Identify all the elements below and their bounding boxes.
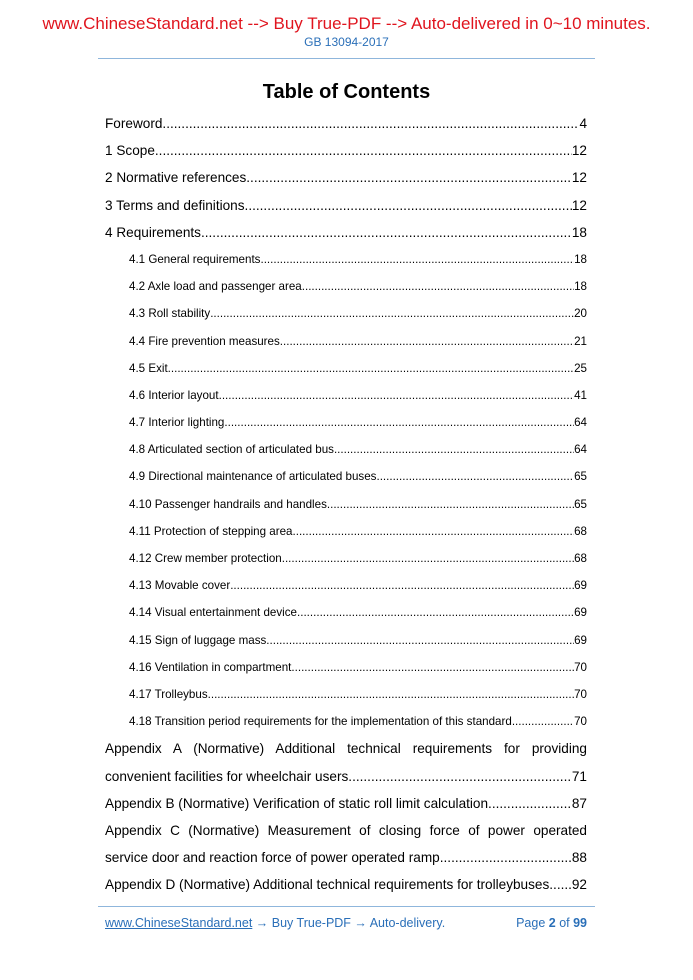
toc-entry-title: 4.8 Articulated section of articulated bus bbox=[129, 443, 334, 457]
toc-entry-title: 1 Scope bbox=[105, 143, 155, 159]
toc-entry-page: 70 bbox=[574, 687, 587, 701]
dot-leader bbox=[219, 382, 575, 409]
toc-entry-title: 4.3 Roll stability bbox=[129, 307, 211, 321]
toc-entry[interactable] bbox=[105, 681, 587, 708]
toc-entry-title: 4.5 Exit bbox=[129, 361, 168, 375]
toc-entry-page: 64 bbox=[574, 443, 587, 457]
dot-leader bbox=[245, 192, 572, 219]
toc-entry[interactable] bbox=[105, 572, 587, 599]
toc-entry[interactable] bbox=[105, 219, 587, 246]
toc-entry-page: 70 bbox=[574, 715, 587, 729]
table-of-contents bbox=[105, 110, 587, 898]
toc-entry-page: 4 bbox=[579, 116, 587, 131]
dot-leader bbox=[246, 164, 572, 191]
toc-entry-title: 4.14 Visual entertainment device bbox=[129, 606, 298, 620]
dot-leader bbox=[230, 572, 574, 599]
toc-entry-title: 4.4 Fire prevention measures bbox=[129, 334, 280, 348]
dot-leader bbox=[291, 654, 574, 681]
dot-leader bbox=[201, 219, 572, 246]
dot-leader bbox=[302, 273, 574, 300]
toc-entry[interactable] bbox=[105, 355, 587, 382]
toc-entry-title: 4.18 Transition period requirements for the implementation of this standard bbox=[129, 715, 512, 729]
toc-entry-page: 18 bbox=[574, 252, 587, 266]
dot-leader bbox=[162, 110, 579, 137]
toc-entry[interactable] bbox=[105, 273, 587, 300]
toc-entry[interactable] bbox=[105, 518, 587, 545]
toc-entry[interactable] bbox=[105, 763, 587, 790]
toc-entry-page: 41 bbox=[574, 388, 587, 402]
toc-entry-line[interactable]: Appendix A (Normative) Additional technical requirements for providing bbox=[105, 741, 587, 757]
toc-entry-title: 2 Normative references bbox=[105, 170, 247, 186]
toc-entry-page: 25 bbox=[574, 361, 587, 375]
toc-entry-title: 4.7 Interior lighting bbox=[129, 416, 225, 430]
toc-entry-title: 4.15 Sign of luggage mass bbox=[129, 633, 267, 647]
toc-entry-line[interactable]: Appendix C (Normative) Measurement of closing force of power operated bbox=[105, 822, 587, 838]
toc-entry-title: 4 Requirements bbox=[105, 224, 201, 240]
toc-entry-page: 92 bbox=[571, 877, 587, 893]
toc-entry-page: 70 bbox=[574, 660, 587, 674]
toc-entry-title: 3 Terms and definitions bbox=[105, 197, 245, 213]
toc-entry-title: 4.17 Trolleybus bbox=[129, 687, 208, 701]
toc-entry[interactable] bbox=[105, 436, 587, 463]
toc-entry[interactable] bbox=[105, 246, 587, 273]
page-title: Table of Contents bbox=[262, 81, 431, 103]
page-number: 2 bbox=[548, 916, 556, 930]
toc-entry-page: 18 bbox=[571, 224, 587, 240]
toc-entry[interactable] bbox=[105, 599, 587, 626]
dot-leader bbox=[208, 681, 574, 708]
toc-entry[interactable] bbox=[105, 627, 587, 654]
toc-entry-page: 69 bbox=[574, 579, 587, 593]
toc-entry-page: 12 bbox=[571, 197, 587, 213]
toc-entry-page: 64 bbox=[574, 416, 587, 430]
footer bbox=[105, 916, 587, 930]
toc-entry-title: 4.10 Passenger handrails and handles bbox=[129, 497, 327, 511]
footer-link[interactable]: www.ChineseStandard.net bbox=[105, 916, 253, 930]
dot-leader bbox=[282, 545, 574, 572]
toc-entry[interactable] bbox=[105, 708, 587, 735]
toc-entry-title: 4.12 Crew member protection bbox=[129, 552, 282, 565]
toc-entry-page: 69 bbox=[574, 606, 587, 620]
toc-entry[interactable] bbox=[105, 137, 587, 164]
header-divider bbox=[98, 58, 595, 59]
toc-entry-title: 4.11 Protection of stepping area bbox=[129, 524, 293, 538]
dot-leader bbox=[280, 328, 574, 355]
toc-entry-title: 4.13 Movable cover bbox=[129, 579, 231, 593]
toc-entry-title: Foreword bbox=[105, 116, 163, 131]
toc-entry[interactable] bbox=[105, 844, 587, 871]
toc-entry[interactable] bbox=[105, 871, 587, 898]
toc-entry-page: 18 bbox=[574, 280, 587, 294]
toc-entry-page: 21 bbox=[574, 334, 587, 348]
toc-entry-page: 68 bbox=[574, 552, 587, 565]
toc-entry[interactable] bbox=[105, 192, 587, 219]
dot-leader bbox=[348, 763, 572, 790]
toc-entry-page: 88 bbox=[571, 850, 587, 866]
dot-leader bbox=[210, 300, 574, 327]
dot-leader bbox=[440, 844, 572, 871]
toc-entry[interactable] bbox=[105, 382, 587, 409]
page-label: Page bbox=[516, 916, 549, 930]
toc-entry-page: 87 bbox=[571, 795, 587, 811]
toc-entry[interactable] bbox=[105, 491, 587, 518]
toc-entry-page: 71 bbox=[571, 768, 587, 784]
toc-entry-title: 4.16 Ventilation in compartment bbox=[129, 660, 292, 674]
toc-entry-page: 65 bbox=[574, 470, 587, 484]
toc-entry-page: 68 bbox=[574, 524, 587, 538]
toc-entry[interactable] bbox=[105, 790, 587, 817]
dot-leader bbox=[297, 599, 574, 626]
dot-leader bbox=[293, 518, 575, 545]
dot-leader bbox=[488, 790, 572, 817]
toc-entry-title: convenient facilities for wheelchair users bbox=[105, 768, 349, 784]
standard-number: GB 13094-2017 bbox=[304, 35, 389, 49]
dot-leader bbox=[512, 708, 574, 735]
toc-entry-page: 69 bbox=[574, 633, 587, 647]
toc-entry-title: 4.9 Directional maintenance of articulated buses bbox=[129, 470, 377, 484]
toc-entry-title: Appendix D (Normative) Additional technical requirements for trolleybuses bbox=[105, 877, 550, 893]
toc-entry[interactable] bbox=[105, 300, 587, 327]
dot-leader bbox=[376, 463, 574, 490]
dot-leader bbox=[549, 871, 572, 898]
toc-entry[interactable] bbox=[105, 409, 587, 436]
footer-divider bbox=[98, 906, 595, 907]
dot-leader bbox=[334, 436, 574, 463]
dot-leader bbox=[260, 246, 574, 273]
toc-entry-title: 4.2 Axle load and passenger area bbox=[129, 280, 302, 294]
toc-entry-title: 4.1 General requirements bbox=[129, 252, 261, 266]
page-total: 99 bbox=[573, 916, 587, 930]
toc-entry[interactable] bbox=[105, 164, 587, 191]
toc-entry-title: service door and reaction force of power operated ramp bbox=[105, 850, 440, 866]
toc-entry-page: 20 bbox=[574, 307, 587, 321]
toc-entry-page: 12 bbox=[571, 170, 587, 186]
dot-leader bbox=[168, 355, 574, 382]
page-indicator bbox=[516, 916, 587, 930]
toc-entry[interactable] bbox=[105, 328, 587, 355]
toc-entry[interactable] bbox=[105, 110, 587, 137]
dot-leader bbox=[155, 137, 572, 164]
dot-leader bbox=[266, 627, 574, 654]
toc-entry[interactable] bbox=[105, 654, 587, 681]
toc-entry-page: 65 bbox=[574, 497, 587, 511]
footer-text: → Buy True-PDF → Auto-delivery. bbox=[252, 916, 446, 930]
toc-entry-title: 4.6 Interior layout bbox=[129, 388, 219, 402]
promo-banner: www.ChineseStandard.net --> Buy True-PDF --> Auto-delivered in 0~10 minutes. bbox=[42, 14, 651, 33]
of-label: of bbox=[555, 916, 574, 930]
toc-entry[interactable] bbox=[105, 463, 587, 490]
toc-entry-title: Appendix B (Normative) Verification of static roll limit calculation bbox=[105, 795, 489, 811]
dot-leader bbox=[224, 409, 574, 436]
dot-leader bbox=[327, 491, 574, 518]
toc-entry-page: 12 bbox=[571, 143, 587, 159]
toc-entry[interactable] bbox=[105, 545, 587, 572]
